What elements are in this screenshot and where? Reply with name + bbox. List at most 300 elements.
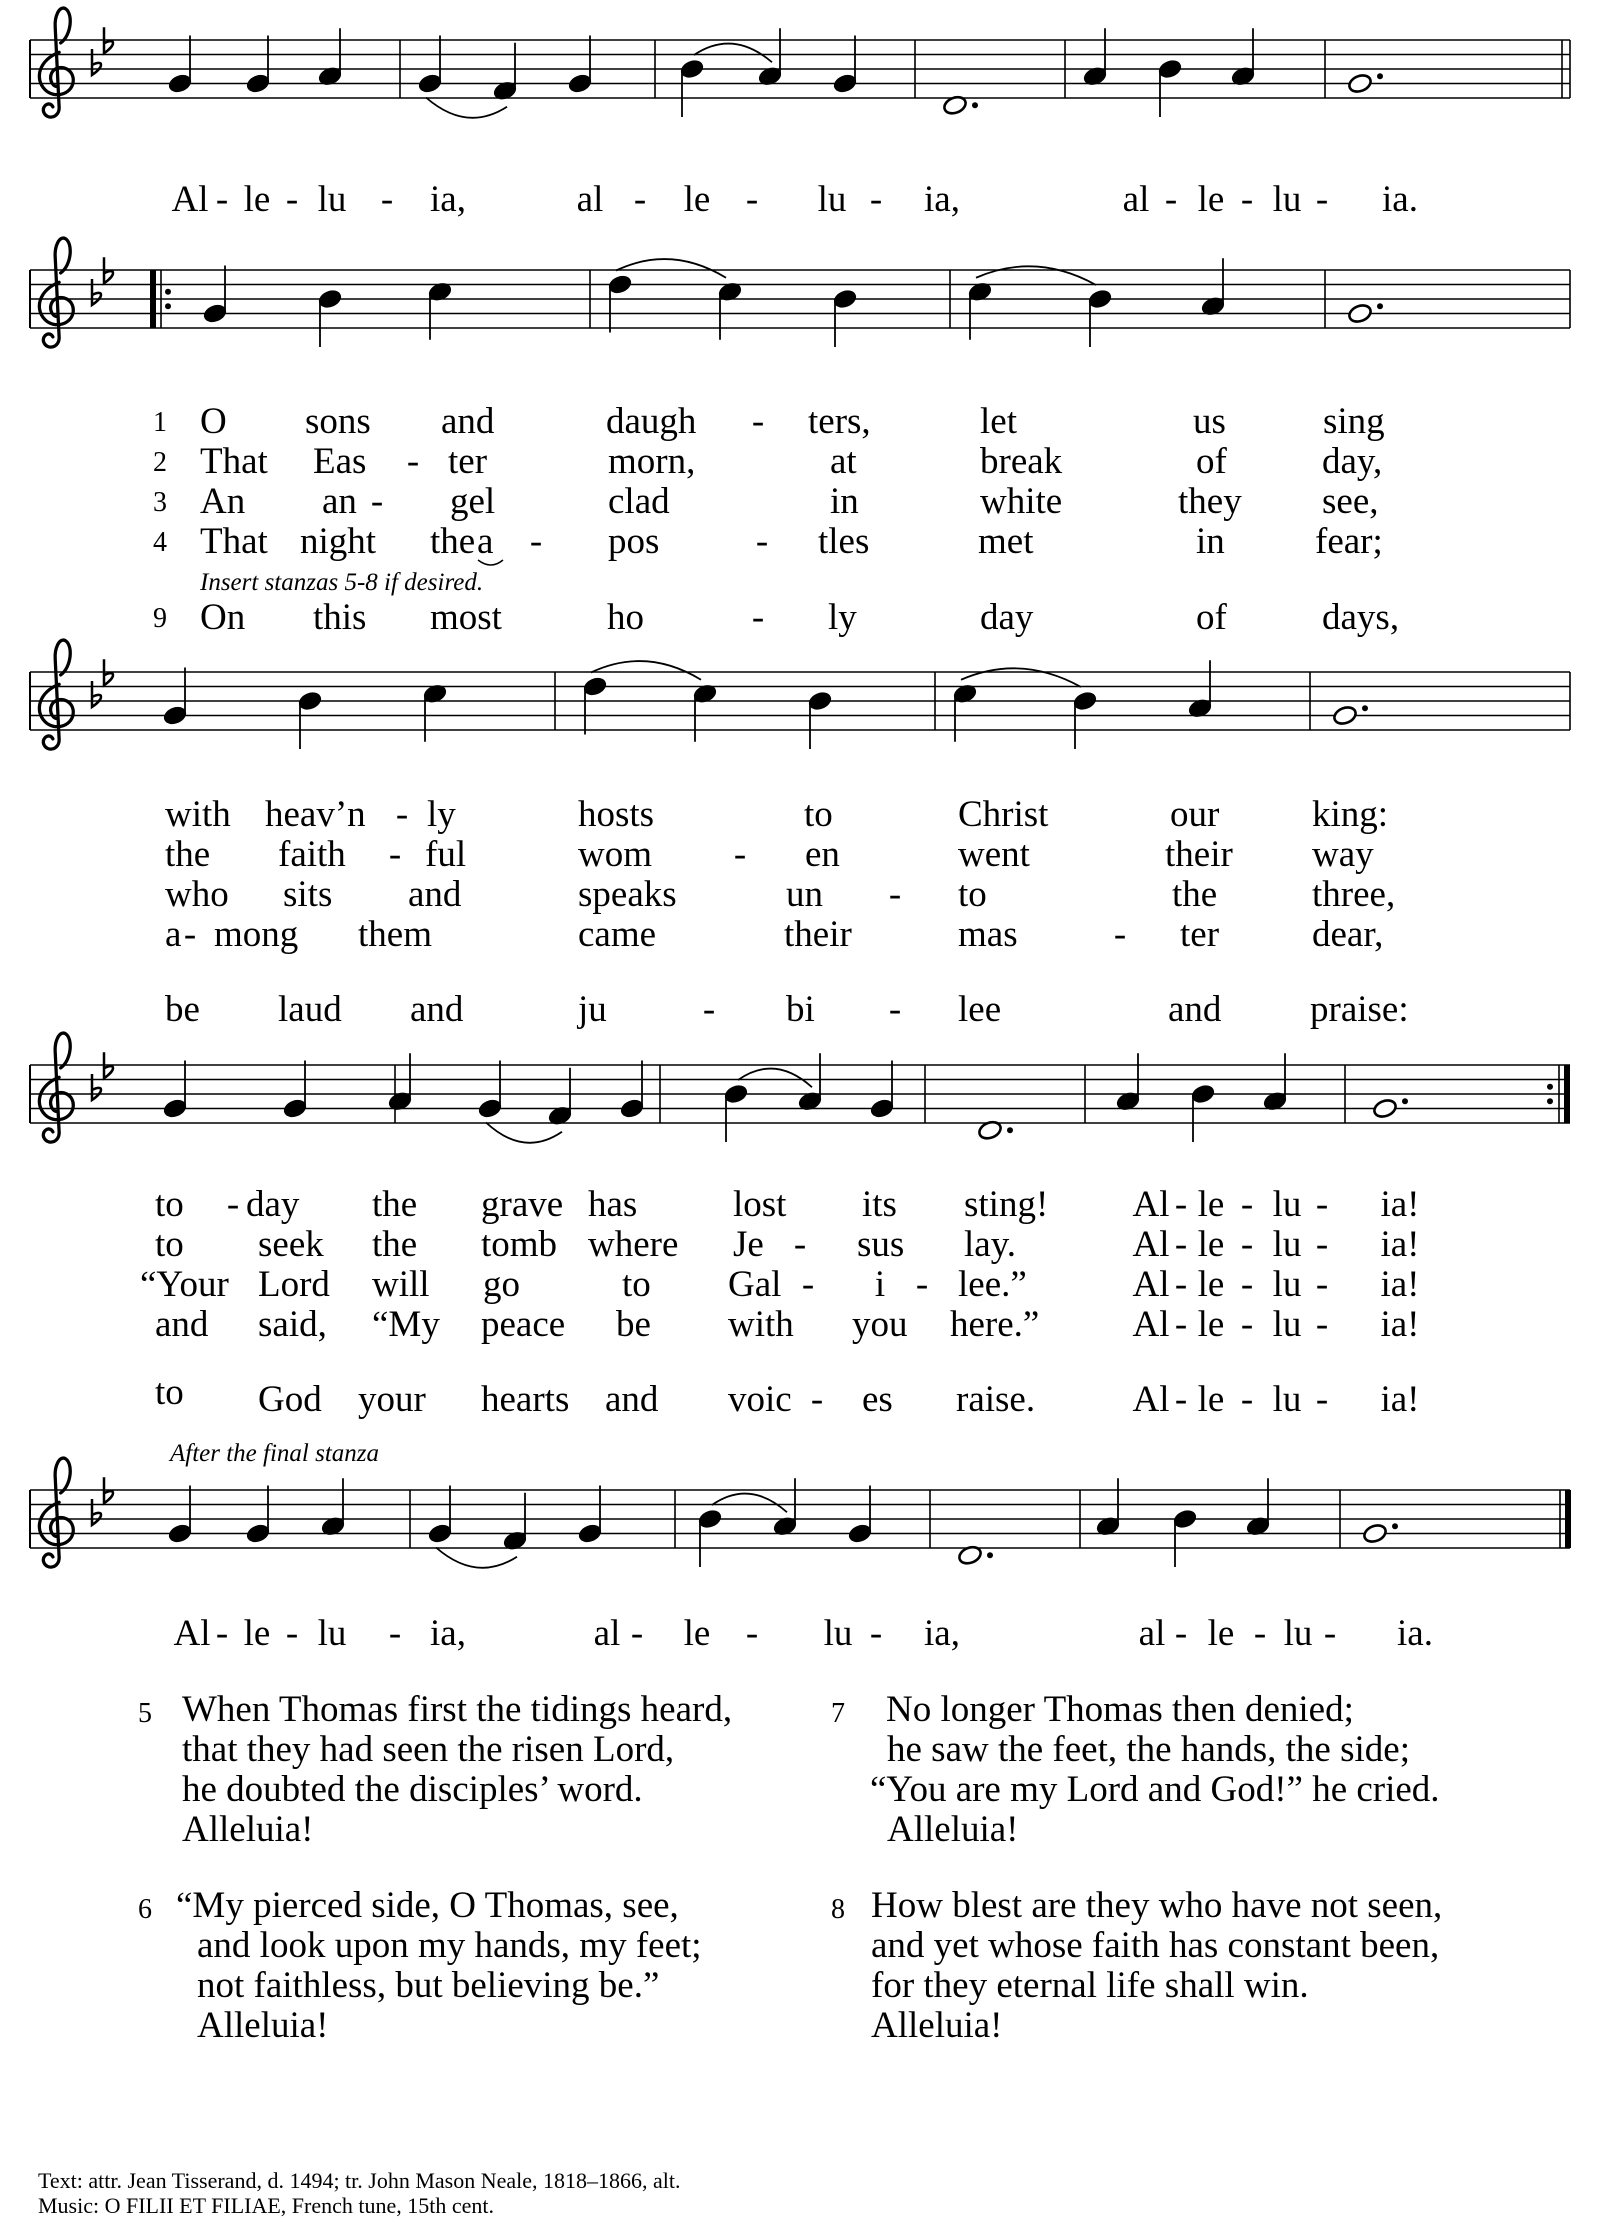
lyric-syllable: our <box>1170 794 1220 835</box>
lyric-syllable: Al <box>173 1613 211 1654</box>
stanza-line: “You are my Lord and God!” he cried. <box>870 1769 1440 1810</box>
stanza-line: Alleluia! <box>197 2005 329 2046</box>
quarter-note <box>422 683 448 742</box>
quarter-note <box>167 36 193 95</box>
hyphen: - <box>1240 1379 1254 1420</box>
credits <box>38 2168 681 2218</box>
quarter-note <box>162 1061 188 1120</box>
lyric-syllable: most <box>430 597 502 638</box>
lyric-syllable: their <box>1165 834 1233 875</box>
lyric-syllable: Al <box>1132 1264 1170 1305</box>
hyphen: - <box>1240 179 1254 220</box>
lyric-syllable: sons <box>305 401 371 442</box>
hyphen: - <box>745 179 759 220</box>
lyric-syllable: the <box>372 1184 418 1225</box>
quarter-note <box>320 1478 346 1537</box>
notehead <box>1372 1097 1398 1119</box>
lyric-syllable: ia, <box>430 179 466 220</box>
stanza-line: Alleluia! <box>887 1809 1019 1850</box>
lyric-syllable: God <box>258 1379 322 1420</box>
lyric-syllable: the <box>430 521 476 562</box>
lyric-syllable: who <box>165 874 229 915</box>
quarter-note <box>282 1061 308 1120</box>
lyric-syllable: to <box>622 1264 651 1305</box>
hyphen: - <box>888 874 902 915</box>
hyphen: - <box>1240 1184 1254 1225</box>
lyric-syllable: lu <box>1272 1304 1302 1345</box>
lyric-syllable: lu <box>1283 1613 1313 1654</box>
quarter-note <box>202 266 228 325</box>
lyric-syllable: ia! <box>1380 1264 1420 1305</box>
hyphen: - <box>702 989 716 1030</box>
lyric-syllable: to <box>155 1372 184 1413</box>
hyphen: - <box>380 179 394 220</box>
quarter-note <box>1095 1478 1121 1537</box>
lyric-syllable: heav’n <box>265 794 366 835</box>
lyric-syllable: with <box>728 1304 794 1345</box>
treble-clef-icon <box>39 238 73 347</box>
quarter-note <box>1200 258 1226 317</box>
stanza-number: 3 <box>153 487 167 518</box>
lyric-syllable: sus <box>857 1224 905 1265</box>
lyric-syllable: went <box>958 834 1030 875</box>
lyric-syllable: lu <box>817 179 847 220</box>
slur <box>436 1548 517 1568</box>
lyric-syllable: lu <box>1272 179 1302 220</box>
quarter-note <box>387 1053 413 1112</box>
lyric-syllable: al <box>576 179 604 220</box>
lyric-syllable: mong <box>214 914 299 955</box>
lyric-syllable: seek <box>258 1224 324 1265</box>
lyric-syllable: le <box>1197 179 1225 220</box>
lyric-syllable: to <box>155 1184 184 1225</box>
lyric-syllable: be <box>165 989 200 1030</box>
quarter-note <box>717 281 743 340</box>
lyric-syllable: to <box>804 794 833 835</box>
lyric-syllable: ters, <box>808 401 871 442</box>
lyric-syllable: That <box>200 521 268 562</box>
stanza-line: he saw the feet, the hands, the side; <box>887 1729 1410 1770</box>
hyphen: - <box>1240 1264 1254 1305</box>
treble-clef-icon <box>39 1033 73 1142</box>
lyric-syllable: and <box>408 874 462 915</box>
repeat-thick-bar <box>150 270 156 328</box>
hyphen: - <box>1113 914 1127 955</box>
lyric-syllable: voic <box>728 1379 792 1420</box>
lyric-syllable: speaks <box>578 874 677 915</box>
lyric-syllable: of <box>1196 441 1227 482</box>
hyphen: - <box>1315 1224 1329 1265</box>
lyric-syllable: Al <box>1132 1379 1170 1420</box>
stanza-line: and yet whose faith has constant been, <box>871 1925 1440 1966</box>
repeat-dot <box>1547 1098 1553 1104</box>
hyphen: - <box>1174 1379 1188 1420</box>
lyric-syllable: night <box>300 521 377 562</box>
quarter-note <box>547 1068 573 1127</box>
quarter-note <box>697 1508 723 1567</box>
augmentation-dot <box>972 102 978 108</box>
lyric-syllable: clad <box>608 481 670 522</box>
quarter-note <box>427 281 453 340</box>
text-credit: Text: attr. Jean Tisserand, d. 1494; tr. John Mason Neale, 1818–1866, alt. <box>38 2168 681 2193</box>
quarter-note <box>417 36 443 95</box>
hyphen: - <box>915 1264 929 1305</box>
hyphen: - <box>215 1613 229 1654</box>
stanza-5 <box>0 1690 800 1860</box>
lyric-syllable: its <box>862 1184 897 1225</box>
quarter-note <box>317 28 343 87</box>
hyphen: - <box>888 989 902 1030</box>
quarter-note <box>797 1053 823 1112</box>
lyric-syllable: Je <box>733 1224 764 1265</box>
flat-icon <box>92 1074 101 1100</box>
quarter-note <box>952 683 978 742</box>
lyric-syllable: and <box>155 1304 209 1345</box>
lyric-syllable: al <box>1122 179 1150 220</box>
lyric-syllable: us <box>1193 401 1226 442</box>
lyric-syllable: sing <box>1323 401 1385 442</box>
lyric-syllable: lost <box>733 1184 787 1225</box>
hyphen: - <box>1174 1184 1188 1225</box>
hyphen: - <box>810 1379 824 1420</box>
lyric-syllable: of <box>1196 597 1227 638</box>
stanza-number: 5 <box>138 1698 152 1729</box>
slur <box>961 668 1081 687</box>
lyric-syllable: le <box>1207 1613 1235 1654</box>
hyphen: - <box>793 1224 807 1265</box>
lyric-syllable: here.” <box>950 1304 1040 1345</box>
lyric-syllable: and <box>1168 989 1222 1030</box>
stanza-line: he doubted the disciples’ word. <box>182 1769 643 1810</box>
alleluia-staff <box>30 8 1570 117</box>
lyric-syllable: bi <box>786 989 815 1030</box>
lyric-syllable: le <box>683 1613 711 1654</box>
lyric-syllable: lee <box>958 989 1002 1030</box>
hyphen: - <box>1315 1184 1329 1225</box>
lyric-syllable: an <box>322 481 357 522</box>
flat-icon <box>92 49 101 75</box>
lyric-syllable: le <box>1197 1224 1225 1265</box>
quarter-note <box>832 36 858 95</box>
hyphen: - <box>751 597 765 638</box>
lyric-syllable: has <box>588 1184 638 1225</box>
hyphen: - <box>1164 179 1178 220</box>
lyric-syllable: sting! <box>964 1184 1049 1225</box>
hyphen: - <box>1253 1613 1267 1654</box>
lyric-syllable: ia, <box>924 179 960 220</box>
hyphen: - <box>406 441 420 482</box>
lyric-syllable: lu <box>1272 1184 1302 1225</box>
lyric-syllable: will <box>372 1264 430 1305</box>
hyphen: - <box>1174 1224 1188 1265</box>
quarter-note <box>582 675 608 734</box>
slur <box>591 661 701 680</box>
lyric-syllable: pos <box>608 521 660 562</box>
augmentation-dot <box>1402 1098 1408 1104</box>
lyric-syllable: came <box>578 914 657 955</box>
lyric-syllable: let <box>980 401 1017 442</box>
hyphen: - <box>285 1613 299 1654</box>
stanza-line: “My pierced side, O Thomas, see, <box>176 1885 679 1926</box>
verse-staff-1 <box>30 238 1570 347</box>
hyphen: - <box>630 1613 644 1654</box>
lyric-syllable: your <box>358 1379 426 1420</box>
lyric-syllable: le <box>243 1613 271 1654</box>
stanza-number: 2 <box>153 447 167 478</box>
stanza-number: 6 <box>138 1894 152 1925</box>
augmentation-dot <box>1377 303 1383 309</box>
lyric-syllable: days, <box>1322 597 1400 638</box>
slur <box>694 44 772 63</box>
stanza-line: for they eternal life shall win. <box>871 1965 1309 2006</box>
lyric-syllable: al <box>593 1613 621 1654</box>
lyric-syllable: tles <box>818 521 870 562</box>
lyric-syllable: fear; <box>1315 521 1383 562</box>
lyric-syllable: to <box>155 1224 184 1265</box>
lyric-syllable: the <box>1172 874 1218 915</box>
lyric-syllable: in <box>1196 521 1225 562</box>
augmentation-dot <box>1362 705 1368 711</box>
slur <box>712 1494 787 1513</box>
lyric-syllable: ia! <box>1380 1184 1420 1225</box>
lyric-syllable: ju <box>578 989 607 1030</box>
lyric-syllable: Al <box>1132 1304 1170 1345</box>
lyric-syllable: the <box>372 1224 418 1265</box>
hyphen: - <box>733 834 747 875</box>
lyric-syllable: at <box>830 441 857 482</box>
quarter-note <box>1157 58 1183 117</box>
lyric-syllable: dear, <box>1312 914 1384 955</box>
verse-staff-2 <box>30 640 1570 749</box>
hyphen: - <box>633 179 647 220</box>
lyric-syllable: ia, <box>430 1613 466 1654</box>
quarter-note <box>297 690 323 749</box>
quarter-note <box>772 1478 798 1537</box>
hyphen: - <box>869 1613 883 1654</box>
lyric-syllable: grave <box>481 1184 564 1225</box>
lyric-syllable: “Your <box>140 1264 229 1305</box>
lyric-syllable: with <box>165 794 231 835</box>
treble-clef-icon <box>39 640 73 749</box>
flat-icon <box>92 681 101 707</box>
lyric-syllable: ia! <box>1380 1224 1420 1265</box>
quarter-note <box>1172 1508 1198 1567</box>
lyric-syllable: the <box>165 834 211 875</box>
lyric-syllable: raise. <box>956 1379 1036 1420</box>
slur <box>738 1069 812 1088</box>
quarter-note <box>692 683 718 742</box>
music-credit: Music: O FILII ET FILIAE, French tune, 15th cent. <box>38 2193 495 2218</box>
lyric-syllable: lu <box>1272 1224 1302 1265</box>
lyric-syllable: le <box>1197 1379 1225 1420</box>
repeat-thick-bar <box>1564 1065 1570 1123</box>
hyphen: - <box>226 1184 240 1225</box>
augmentation-dot <box>1007 1127 1013 1133</box>
lyric-syllable: they <box>1178 481 1242 522</box>
lyric-syllable: lu <box>1272 1264 1302 1305</box>
hyphen: - <box>395 794 409 835</box>
augmentation-dot <box>1392 1523 1398 1529</box>
hyphen: - <box>755 521 769 562</box>
repeat-dot <box>165 303 171 309</box>
lyric-syllable: Lord <box>258 1264 330 1305</box>
lyric-syllable: wom <box>578 834 652 875</box>
hyphen: - <box>1315 1264 1329 1305</box>
lyric-syllable: be <box>616 1304 651 1345</box>
lyric-syllable: Al <box>1132 1224 1170 1265</box>
stanza-7 <box>800 1690 1600 1860</box>
final-stanza-instruction: After the final stanza <box>170 1440 380 1467</box>
lyric-syllable: day <box>246 1184 300 1225</box>
slur <box>486 1123 562 1143</box>
quarter-note <box>607 273 633 332</box>
hyphen: - <box>1174 1613 1188 1654</box>
stanza-number: 4 <box>153 527 167 558</box>
lyric-syllable: ful <box>425 834 467 875</box>
lyric-syllable: ia! <box>1380 1304 1420 1345</box>
quarter-note <box>757 28 783 87</box>
quarter-note <box>1187 660 1213 719</box>
lyric-syllable: lu <box>823 1613 853 1654</box>
lyric-syllable: three, <box>1312 874 1396 915</box>
quarter-note <box>492 43 518 102</box>
lyric-syllable: hosts <box>578 794 655 835</box>
lyric-syllable: hearts <box>481 1379 570 1420</box>
repeat-dot <box>1547 1084 1553 1090</box>
stanza-6 <box>0 1886 800 2056</box>
lyric-syllable: le <box>683 179 711 220</box>
lyric-syllable: al <box>1138 1613 1166 1654</box>
lyric-syllable: go <box>483 1264 520 1305</box>
lyric-syllable: An <box>200 481 246 522</box>
slur <box>426 98 507 118</box>
hyphen: - <box>183 914 197 955</box>
slur <box>616 259 726 278</box>
hyphen: - <box>1240 1224 1254 1265</box>
lyric-syllable: Al <box>1132 1184 1170 1225</box>
hyphen: - <box>388 834 402 875</box>
stanza-line: Alleluia! <box>182 1809 314 1850</box>
quarter-note <box>723 1083 749 1142</box>
notehead <box>1347 302 1373 324</box>
quarter-note <box>1082 28 1108 87</box>
quarter-note <box>1072 690 1098 749</box>
stanza-number: 1 <box>153 407 167 438</box>
hyphen: - <box>1315 179 1329 220</box>
lyric-syllable: lee.” <box>958 1264 1027 1305</box>
lyric-syllable: praise: <box>1310 989 1409 1030</box>
lyric-syllable: Al <box>171 179 209 220</box>
lyric-syllable: and <box>410 989 464 1030</box>
lyric-syllable: day, <box>1322 441 1383 482</box>
repeat-dot <box>165 289 171 295</box>
hyphen: - <box>1315 1304 1329 1345</box>
augmentation-dot <box>987 1552 993 1558</box>
quarter-note <box>619 1061 645 1120</box>
lyric-syllable: met <box>978 521 1034 562</box>
lyric-syllable: ho <box>607 597 644 638</box>
lyric-syllable: their <box>784 914 852 955</box>
quarter-note <box>869 1061 895 1120</box>
quarter-note <box>1262 1053 1288 1112</box>
stanza-number: 8 <box>831 1894 845 1925</box>
lyric-syllable: lay. <box>964 1224 1017 1265</box>
lyric-syllable: es <box>862 1379 893 1420</box>
quarter-note <box>1230 28 1256 87</box>
quarter-note <box>567 36 593 95</box>
lyric-syllable: “My <box>372 1304 440 1345</box>
lyric-syllable: Eas <box>313 441 367 482</box>
quarter-note <box>1115 1053 1141 1112</box>
stanza-number: 7 <box>831 1698 845 1729</box>
hyphen: - <box>215 179 229 220</box>
lyric-syllable: tomb <box>481 1224 558 1265</box>
lyric-syllable: you <box>852 1304 908 1345</box>
lyric-syllable: ia. <box>1397 1613 1433 1654</box>
treble-clef-icon <box>39 1458 73 1567</box>
lyric-syllable: laud <box>278 989 342 1030</box>
lyric-syllable: le <box>1197 1264 1225 1305</box>
lyric-syllable: le <box>243 179 271 220</box>
quarter-note <box>427 1486 453 1545</box>
flat-icon <box>92 1499 101 1525</box>
stanza-number: 9 <box>153 603 167 634</box>
stanza-line: and look upon my hands, my feet; <box>197 1925 702 1966</box>
hyphen: - <box>1174 1304 1188 1345</box>
lyric-syllable: white <box>980 481 1063 522</box>
verse-staff-3 <box>30 1033 1570 1142</box>
lyric-syllable: ly <box>427 794 456 835</box>
augmentation-dot <box>1377 73 1383 79</box>
hyphen: - <box>869 179 883 220</box>
lyric-syllable: ly <box>828 597 857 638</box>
lyric-syllable: faith <box>278 834 346 875</box>
stanza-8 <box>800 1886 1600 2056</box>
lyric-syllable: gel <box>450 481 496 522</box>
treble-clef-icon <box>39 8 73 117</box>
quarter-note <box>679 58 705 117</box>
lyric-syllable: i <box>874 1264 886 1305</box>
lyric-syllable: ter <box>448 441 488 482</box>
quarter-note <box>967 281 993 340</box>
hyphen: - <box>285 179 299 220</box>
stanza-line: When Thomas first the tidings heard, <box>182 1689 733 1730</box>
alleluia-staff <box>30 1458 1571 1567</box>
quarter-note <box>245 36 271 95</box>
lyric-syllable: ia. <box>1382 179 1418 220</box>
lyric-syllable: where <box>588 1224 679 1265</box>
lyric-syllable: and <box>441 401 495 442</box>
notehead <box>1362 1522 1388 1544</box>
lyric-syllable: said, <box>258 1304 327 1345</box>
lyric-syllable: lu <box>317 179 347 220</box>
lyric-syllable: ia, <box>924 1613 960 1654</box>
lyric-syllable: O <box>200 401 227 442</box>
quarter-note <box>502 1493 528 1552</box>
stanza-line: Alleluia! <box>871 2005 1003 2046</box>
notehead <box>1332 704 1358 726</box>
lyric-syllable: to <box>958 874 987 915</box>
quarter-note <box>847 1486 873 1545</box>
lyric-syllable: Christ <box>958 794 1049 835</box>
lyric-syllable: a <box>477 521 494 562</box>
lyric-syllable: mas <box>958 914 1018 955</box>
hyphen: - <box>1174 1264 1188 1305</box>
hyphen: - <box>1315 1379 1329 1420</box>
lyric-syllable: morn, <box>608 441 696 482</box>
hyphen: - <box>370 481 384 522</box>
hyphen: - <box>1240 1304 1254 1345</box>
